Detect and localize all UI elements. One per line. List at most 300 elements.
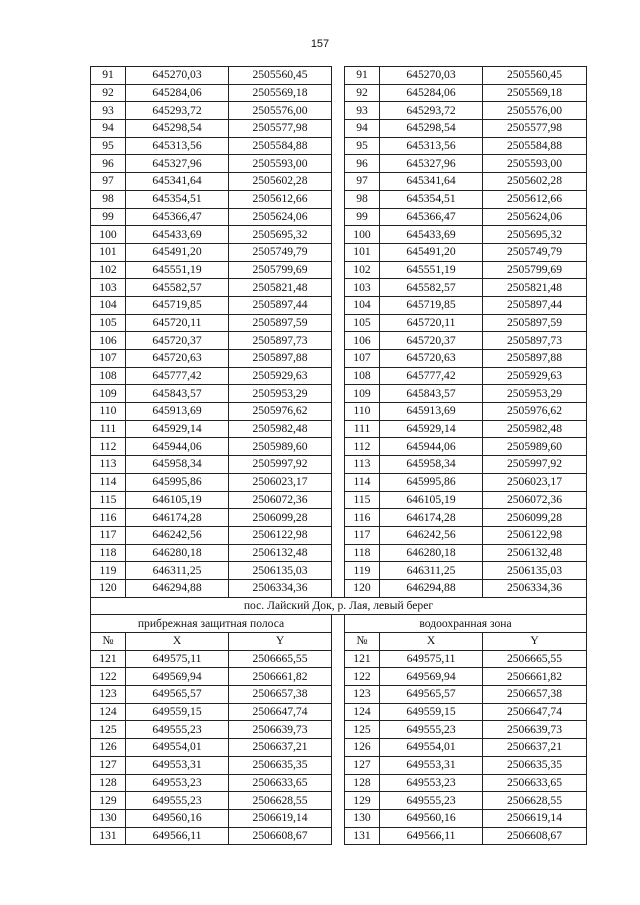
column-gap (332, 385, 345, 403)
x-coordinate-right: 646311,25 (380, 562, 483, 580)
point-number-right: 111 (345, 420, 380, 438)
y-coordinate-left: 2505897,44 (229, 296, 332, 314)
column-gap (332, 827, 345, 845)
x-coordinate-right: 645327,96 (380, 155, 483, 173)
x-coordinate-left: 649554,01 (126, 739, 229, 757)
table-row (91, 739, 587, 757)
upper-rows (91, 67, 587, 598)
y-coordinate-right: 2505953,29 (483, 385, 587, 403)
point-number-right: 129 (345, 792, 380, 810)
y-coordinate-right: 2506628,55 (483, 792, 587, 810)
y-coordinate-left: 2506122,98 (229, 526, 332, 544)
zone-right-label: водоохранная зона (345, 615, 587, 633)
x-coordinate-left: 645719,85 (126, 296, 229, 314)
point-number-right: 122 (345, 668, 380, 686)
table-row (91, 491, 587, 509)
y-coordinate-right: 2506619,14 (483, 809, 587, 827)
point-number-left: 111 (91, 420, 126, 438)
column-gap (332, 526, 345, 544)
x-coordinate-left: 645366,47 (126, 208, 229, 226)
x-coordinate-right: 645958,34 (380, 456, 483, 474)
point-number-right: 113 (345, 456, 380, 474)
table-row (91, 137, 587, 155)
x-coordinate-left: 645944,06 (126, 438, 229, 456)
point-number-right: 107 (345, 350, 380, 368)
section-title: пос. Лайский Док, р. Лая, левый берег (91, 597, 587, 615)
point-number-right: 96 (345, 155, 380, 173)
table-row (91, 650, 587, 668)
point-number-right: 97 (345, 173, 380, 191)
y-coordinate-right: 2505584,88 (483, 137, 587, 155)
column-gap (332, 544, 345, 562)
column-gap (332, 456, 345, 474)
x-coordinate-right: 646174,28 (380, 509, 483, 527)
y-coordinate-right: 2505897,59 (483, 314, 587, 332)
column-gap (332, 137, 345, 155)
y-coordinate-left: 2506099,28 (229, 509, 332, 527)
y-coordinate-right: 2506647,74 (483, 703, 587, 721)
table-row (91, 120, 587, 138)
point-number-left: 101 (91, 243, 126, 261)
y-coordinate-left: 2505897,88 (229, 350, 332, 368)
column-gap (332, 84, 345, 102)
x-coordinate-right: 645341,64 (380, 173, 483, 191)
point-number-left: 107 (91, 350, 126, 368)
y-coordinate-right: 2506637,21 (483, 739, 587, 757)
table-row (91, 332, 587, 350)
x-coordinate-left: 645491,20 (126, 243, 229, 261)
x-coordinate-right: 645720,11 (380, 314, 483, 332)
point-number-left: 130 (91, 809, 126, 827)
column-gap (332, 190, 345, 208)
y-coordinate-left: 2505929,63 (229, 367, 332, 385)
column-gap (332, 562, 345, 580)
x-coordinate-left: 645929,14 (126, 420, 229, 438)
table-row (91, 721, 587, 739)
x-coordinate-left: 645284,06 (126, 84, 229, 102)
x-coordinate-right: 645433,69 (380, 226, 483, 244)
point-number-right: 109 (345, 385, 380, 403)
column-gap (332, 261, 345, 279)
x-coordinate-left: 645313,56 (126, 137, 229, 155)
x-coordinate-left: 649575,11 (126, 650, 229, 668)
table-row (91, 226, 587, 244)
x-coordinate-right: 645491,20 (380, 243, 483, 261)
point-number-left: 125 (91, 721, 126, 739)
y-coordinate-left: 2505576,00 (229, 102, 332, 120)
column-gap (332, 296, 345, 314)
y-coordinate-left: 2506647,74 (229, 703, 332, 721)
point-number-right: 92 (345, 84, 380, 102)
y-coordinate-left: 2505695,32 (229, 226, 332, 244)
x-coordinate-left: 645720,11 (126, 314, 229, 332)
x-coordinate-right: 649575,11 (380, 650, 483, 668)
x-coordinate-right: 645298,54 (380, 120, 483, 138)
y-coordinate-right: 2505897,44 (483, 296, 587, 314)
table-row (91, 367, 587, 385)
table-row (91, 562, 587, 580)
point-number-right: 104 (345, 296, 380, 314)
y-coordinate-left: 2506633,65 (229, 774, 332, 792)
table-row (91, 686, 587, 704)
table-row (91, 208, 587, 226)
y-coordinate-left: 2505602,28 (229, 173, 332, 191)
point-number-left: 126 (91, 739, 126, 757)
point-number-left: 97 (91, 173, 126, 191)
x-coordinate-left: 645293,72 (126, 102, 229, 120)
x-coordinate-right: 649569,94 (380, 668, 483, 686)
x-coordinate-left: 646311,25 (126, 562, 229, 580)
point-number-right: 106 (345, 332, 380, 350)
x-coordinate-left: 649555,23 (126, 721, 229, 739)
column-gap (332, 208, 345, 226)
header-num-left: № (91, 633, 126, 651)
x-coordinate-right: 649566,11 (380, 827, 483, 845)
y-coordinate-left: 2506072,36 (229, 491, 332, 509)
x-coordinate-left: 649559,15 (126, 703, 229, 721)
point-number-left: 102 (91, 261, 126, 279)
point-number-right: 118 (345, 544, 380, 562)
header-x-left: X (126, 633, 229, 651)
y-coordinate-right: 2505560,45 (483, 67, 587, 85)
y-coordinate-left: 2505821,48 (229, 279, 332, 297)
x-coordinate-left: 645720,63 (126, 350, 229, 368)
table-row (91, 350, 587, 368)
x-coordinate-right: 645582,57 (380, 279, 483, 297)
table-row (91, 314, 587, 332)
point-number-left: 123 (91, 686, 126, 704)
column-gap (332, 774, 345, 792)
column-gap (332, 792, 345, 810)
x-coordinate-right: 645843,57 (380, 385, 483, 403)
y-coordinate-left: 2505612,66 (229, 190, 332, 208)
table-row (91, 190, 587, 208)
y-coordinate-left: 2506135,03 (229, 562, 332, 580)
point-number-right: 108 (345, 367, 380, 385)
x-coordinate-left: 649553,23 (126, 774, 229, 792)
point-number-right: 121 (345, 650, 380, 668)
point-number-right: 115 (345, 491, 380, 509)
table-row (91, 792, 587, 810)
y-coordinate-right: 2506608,67 (483, 827, 587, 845)
y-coordinate-right: 2505612,66 (483, 190, 587, 208)
point-number-left: 122 (91, 668, 126, 686)
x-coordinate-right: 645995,86 (380, 473, 483, 491)
x-coordinate-left: 646174,28 (126, 509, 229, 527)
column-gap (332, 615, 345, 633)
y-coordinate-right: 2506657,38 (483, 686, 587, 704)
point-number-left: 100 (91, 226, 126, 244)
point-number-left: 96 (91, 155, 126, 173)
table-row (91, 827, 587, 845)
point-number-right: 94 (345, 120, 380, 138)
point-number-right: 91 (345, 67, 380, 85)
table-row (91, 544, 587, 562)
x-coordinate-right: 646280,18 (380, 544, 483, 562)
table-row (91, 456, 587, 474)
x-coordinate-left: 645995,86 (126, 473, 229, 491)
table-row (91, 703, 587, 721)
x-coordinate-left: 645958,34 (126, 456, 229, 474)
y-coordinate-left: 2506635,35 (229, 756, 332, 774)
table-row (91, 155, 587, 173)
point-number-left: 118 (91, 544, 126, 562)
table-row (91, 579, 587, 597)
table-row (91, 756, 587, 774)
point-number-right: 131 (345, 827, 380, 845)
y-coordinate-left: 2505584,88 (229, 137, 332, 155)
column-gap (332, 739, 345, 757)
table-row (91, 84, 587, 102)
y-coordinate-right: 2506132,48 (483, 544, 587, 562)
column-gap (332, 332, 345, 350)
point-number-left: 113 (91, 456, 126, 474)
y-coordinate-right: 2505695,32 (483, 226, 587, 244)
table-row (91, 668, 587, 686)
point-number-right: 130 (345, 809, 380, 827)
y-coordinate-right: 2505602,28 (483, 173, 587, 191)
x-coordinate-right: 645719,85 (380, 296, 483, 314)
y-coordinate-right: 2505569,18 (483, 84, 587, 102)
x-coordinate-left: 649555,23 (126, 792, 229, 810)
point-number-right: 105 (345, 314, 380, 332)
y-coordinate-right: 2505897,88 (483, 350, 587, 368)
x-coordinate-right: 645293,72 (380, 102, 483, 120)
table-row (91, 509, 587, 527)
x-coordinate-right: 645777,42 (380, 367, 483, 385)
table-row (91, 67, 587, 85)
y-coordinate-right: 2505929,63 (483, 367, 587, 385)
column-gap (332, 650, 345, 668)
x-coordinate-right: 645354,51 (380, 190, 483, 208)
column-gap (332, 473, 345, 491)
y-coordinate-left: 2506334,36 (229, 579, 332, 597)
column-gap (332, 809, 345, 827)
x-coordinate-left: 649569,94 (126, 668, 229, 686)
column-gap (332, 173, 345, 191)
column-gap (332, 367, 345, 385)
x-coordinate-left: 645341,64 (126, 173, 229, 191)
x-coordinate-right: 645929,14 (380, 420, 483, 438)
x-coordinate-left: 646294,88 (126, 579, 229, 597)
point-number-right: 117 (345, 526, 380, 544)
y-coordinate-left: 2505577,98 (229, 120, 332, 138)
x-coordinate-right: 645270,03 (380, 67, 483, 85)
zone-left-label: прибрежная защитная полоса (91, 615, 332, 633)
x-coordinate-right: 645284,06 (380, 84, 483, 102)
y-coordinate-right: 2505989,60 (483, 438, 587, 456)
point-number-left: 109 (91, 385, 126, 403)
column-gap (332, 226, 345, 244)
point-number-left: 114 (91, 473, 126, 491)
column-gap (332, 721, 345, 739)
point-number-left: 116 (91, 509, 126, 527)
point-number-right: 98 (345, 190, 380, 208)
column-gap (332, 120, 345, 138)
y-coordinate-right: 2506665,55 (483, 650, 587, 668)
y-coordinate-right: 2506633,65 (483, 774, 587, 792)
x-coordinate-left: 645720,37 (126, 332, 229, 350)
y-coordinate-left: 2506628,55 (229, 792, 332, 810)
y-coordinate-left: 2506132,48 (229, 544, 332, 562)
x-coordinate-right: 649554,01 (380, 739, 483, 757)
header-y-right: Y (483, 633, 587, 651)
point-number-left: 93 (91, 102, 126, 120)
point-number-left: 120 (91, 579, 126, 597)
y-coordinate-left: 2506619,14 (229, 809, 332, 827)
point-number-right: 114 (345, 473, 380, 491)
lower-rows (91, 650, 587, 845)
section-header (91, 597, 587, 650)
page-number: 157 (310, 38, 330, 50)
y-coordinate-right: 2505577,98 (483, 120, 587, 138)
point-number-right: 102 (345, 261, 380, 279)
y-coordinate-right: 2506072,36 (483, 491, 587, 509)
table-row (91, 279, 587, 297)
point-number-right: 112 (345, 438, 380, 456)
x-coordinate-right: 649560,16 (380, 809, 483, 827)
y-coordinate-right: 2505593,00 (483, 155, 587, 173)
point-number-right: 120 (345, 579, 380, 597)
point-number-left: 110 (91, 403, 126, 421)
y-coordinate-left: 2505953,29 (229, 385, 332, 403)
y-coordinate-left: 2505897,73 (229, 332, 332, 350)
point-number-left: 95 (91, 137, 126, 155)
column-gap (332, 509, 345, 527)
x-coordinate-right: 649555,23 (380, 792, 483, 810)
column-gap (332, 102, 345, 120)
point-number-left: 106 (91, 332, 126, 350)
point-number-left: 91 (91, 67, 126, 85)
point-number-left: 121 (91, 650, 126, 668)
column-gap (332, 155, 345, 173)
y-coordinate-right: 2505976,62 (483, 403, 587, 421)
point-number-right: 100 (345, 226, 380, 244)
point-number-right: 119 (345, 562, 380, 580)
column-gap (332, 403, 345, 421)
x-coordinate-right: 649553,23 (380, 774, 483, 792)
x-coordinate-right: 646105,19 (380, 491, 483, 509)
y-coordinate-left: 2505749,79 (229, 243, 332, 261)
x-coordinate-right: 645313,56 (380, 137, 483, 155)
y-coordinate-right: 2506099,28 (483, 509, 587, 527)
table-row (91, 774, 587, 792)
x-coordinate-left: 645551,19 (126, 261, 229, 279)
column-gap (332, 491, 345, 509)
y-coordinate-left: 2505997,92 (229, 456, 332, 474)
y-coordinate-right: 2505624,06 (483, 208, 587, 226)
point-number-left: 127 (91, 756, 126, 774)
header-y-left: Y (229, 633, 332, 651)
x-coordinate-left: 646105,19 (126, 491, 229, 509)
point-number-left: 124 (91, 703, 126, 721)
point-number-right: 124 (345, 703, 380, 721)
y-coordinate-right: 2506135,03 (483, 562, 587, 580)
column-gap (332, 314, 345, 332)
y-coordinate-right: 2505821,48 (483, 279, 587, 297)
y-coordinate-left: 2505989,60 (229, 438, 332, 456)
column-gap (332, 243, 345, 261)
y-coordinate-left: 2505560,45 (229, 67, 332, 85)
x-coordinate-right: 645551,19 (380, 261, 483, 279)
point-number-right: 93 (345, 102, 380, 120)
point-number-left: 105 (91, 314, 126, 332)
point-number-left: 115 (91, 491, 126, 509)
table-row (91, 526, 587, 544)
table-row (91, 809, 587, 827)
table-row (91, 173, 587, 191)
table-row (91, 403, 587, 421)
table-row (91, 102, 587, 120)
point-number-left: 128 (91, 774, 126, 792)
point-number-right: 123 (345, 686, 380, 704)
point-number-left: 92 (91, 84, 126, 102)
y-coordinate-left: 2505799,69 (229, 261, 332, 279)
point-number-left: 119 (91, 562, 126, 580)
column-gap (332, 350, 345, 368)
y-coordinate-left: 2505982,48 (229, 420, 332, 438)
x-coordinate-left: 645777,42 (126, 367, 229, 385)
table-row (91, 243, 587, 261)
table-row (91, 438, 587, 456)
column-gap (332, 668, 345, 686)
column-gap (332, 633, 345, 651)
x-coordinate-right: 645366,47 (380, 208, 483, 226)
y-coordinate-left: 2505624,06 (229, 208, 332, 226)
y-coordinate-right: 2505799,69 (483, 261, 587, 279)
column-gap (332, 438, 345, 456)
x-coordinate-left: 645354,51 (126, 190, 229, 208)
point-number-right: 116 (345, 509, 380, 527)
x-coordinate-right: 645720,63 (380, 350, 483, 368)
x-coordinate-left: 649566,11 (126, 827, 229, 845)
column-header-row (91, 633, 587, 651)
x-coordinate-left: 645327,96 (126, 155, 229, 173)
column-gap (332, 420, 345, 438)
y-coordinate-left: 2506665,55 (229, 650, 332, 668)
x-coordinate-right: 646242,56 (380, 526, 483, 544)
point-number-left: 112 (91, 438, 126, 456)
point-number-right: 110 (345, 403, 380, 421)
x-coordinate-right: 645720,37 (380, 332, 483, 350)
y-coordinate-left: 2506637,21 (229, 739, 332, 757)
x-coordinate-left: 646242,56 (126, 526, 229, 544)
x-coordinate-left: 645843,57 (126, 385, 229, 403)
header-num-right: № (345, 633, 380, 651)
point-number-right: 127 (345, 756, 380, 774)
y-coordinate-right: 2505897,73 (483, 332, 587, 350)
y-coordinate-right: 2506635,35 (483, 756, 587, 774)
y-coordinate-left: 2505897,59 (229, 314, 332, 332)
point-number-right: 99 (345, 208, 380, 226)
x-coordinate-left: 645270,03 (126, 67, 229, 85)
point-number-right: 128 (345, 774, 380, 792)
point-number-left: 117 (91, 526, 126, 544)
point-number-left: 104 (91, 296, 126, 314)
y-coordinate-left: 2506639,73 (229, 721, 332, 739)
y-coordinate-right: 2506639,73 (483, 721, 587, 739)
column-gap (332, 279, 345, 297)
table-row (91, 296, 587, 314)
y-coordinate-right: 2505749,79 (483, 243, 587, 261)
y-coordinate-left: 2506608,67 (229, 827, 332, 845)
point-number-left: 129 (91, 792, 126, 810)
table-row (91, 385, 587, 403)
point-number-left: 103 (91, 279, 126, 297)
point-number-left: 98 (91, 190, 126, 208)
coordinates-table (90, 66, 587, 845)
column-gap (332, 686, 345, 704)
